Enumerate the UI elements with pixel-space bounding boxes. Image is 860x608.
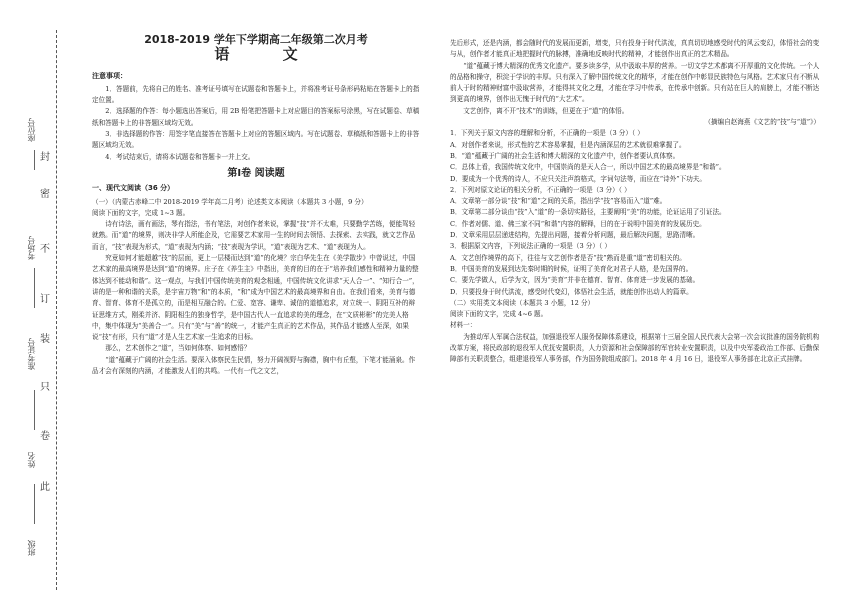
question: 1．下列关于原文内容的理解和分析，不正确的一项是（3 分）（ ） [450,129,644,138]
exam-room-label: 考场号 [27,236,36,260]
note-item: 3．非选择题的作答：用签字笔直接答在答题卡上对应的答题区域内。写在试题卷、草稿纸和答题卡上的非答题区域均无效。 [92,130,420,150]
paragraph: 为推动军人军属合法权益，加强退役军人服务保障体系建设，根据第十三届全国人民代表大会第一次会议批准的国务院机构改革方案，将民政部的退役军人优抚安置职责，人力资源和社会保障部的军官转业安置职责，以及中央军委政治工作部、后勤保障部有关职责整合，组建退役军人事务部，作为国务院组成部门。2018 年 4 月 16 日，退役军人事务部在北京正式挂牌。 [450,332,820,364]
subject-title: 语 文 [214,45,322,64]
question: 2．下列对原文论证的相关分析，不正确的一项是（3 分）（ ） [450,185,631,194]
paragraph: 先后形式，还是内涵，都会随时代的发展而更新，增变，只有投身于时代洪流，真真切切地感受时代的风云变幻，体悟社会的变与从，创作者才能真正地把握时代的脉搏，准确地反映时代的精神，才能创作出真正的艺术精品。 [450,39,820,59]
paragraph: “道”蕴藏于博大精深的优秀文化遗产。要多读多学，从中汲取丰厚的营养。一切文学艺术都离不开厚重的文化传统。一个人的品格和操守，积淀于学识的丰厚。只有深入了解中国传统文化的精华，才能在创作中彰显民族特色与风格。艺术家只有不断从前人于时的精神财富中汲取营养，才能得其文化之理，才能在学习中传承，在传承中创新。只有站在巨人的肩膀上，才能不断达到更高的境界，创作出无愧于时代的“大艺术”。 [450,61,820,104]
option: D．要成为一个优秀的诗人，不应只关注声韵格式，字词句法等，而应在“诗外”下功夫。 [450,174,706,183]
seal-char: 封 [40,152,50,163]
notes-heading: 注意事项： [92,71,127,80]
sub-heading: （一）（内蒙古赤峰二中 2018-2019 学年高二月考）论述类文本阅读（本题共 3 小题，9 分） [92,197,368,206]
fill-line [34,150,35,170]
material-label: 材料一： [450,321,477,330]
paragraph: 那么，艺术创作之“道”，当如何体察、如何感悟？ [105,344,251,353]
ticket-number-label: 准考证号 [27,338,36,370]
exam-title: 2018-2019 学年下学期高二年级第二次月考 [144,33,368,46]
note-item: 4．考试结束后，请将本试题卷和答题卡一并上交。 [105,152,255,161]
seal-char: 此 [40,482,50,493]
paragraph: 诗有诗法，画有画法，琴有指法，书有笔法，对创作者来说，掌握“技”并不太难，只要勤学苦练，便能驾轻就熟。而“道”的境界，则决非学人所能企及，它需要艺术家用一生的时间去领悟、去探索、去实践，就文艺作品而言，“技”表现为形式，“道”表现为内涵；“技”表现为学识，“道”表现为艺术、“道”表现为人。 [92,220,416,251]
source-citation: （摘编自赵海燕《文艺的“技”与“道”》） [704,118,820,127]
part-heading: 一、现代文阅读（36 分） [92,184,175,193]
option: C．总体上看，我国传统文化中，中国崇尚的是天人合一，所以中国艺术的最高境界是“和谐”。 [450,163,726,172]
option: B．文章第二部分谈由“技”入“道”的一条切实路径，主要阐明“美”的功能，论证运用了引证法。 [450,208,726,217]
seal-char: 只 [40,382,50,393]
option: B．“道”蕴藏于广阔的社会生活和博大精深的文化遗产中，创作者要认真体察。 [450,151,680,160]
question: 3．根据原文内容，下列说法正确的一项是（3 分）（ ） [450,242,611,251]
note-item: 2．选择题的作答：每小题选出答案后，用 2B 铅笔把答题卡上对应题目的答案标号涂黑，写在试题卷、草稿纸和答题卡上的非答题区域均无效。 [92,107,420,127]
left-column [92,34,420,377]
sub-heading: （二）实用类文本阅读（本题共 3 小题，12 分） [450,298,595,307]
fill-line [34,268,35,308]
instruction: 阅读下面的文字，完成 4~6 题。 [450,310,548,319]
option: B．中国美育的发展到达先秦时期的时候，证明了美育化对君子人格，是先国界的。 [450,264,693,273]
note-item: 1．答题前，先将自己的姓名、准考证号填写在试题卷和答题卡上，并将准考证号条形码粘贴在答题卡上的指定位置。 [92,84,420,105]
seal-char: 不 [40,244,50,255]
section-title: 第Ⅰ卷 阅读题 [227,167,285,179]
option: D．只要投身于时代洪流，感受时代变幻，体悟社会生活，就能创作出动人的篇章。 [450,287,693,296]
paragraph: “道”蕴藏于广阔的社会生活。要深入体察民生民情，努力开阔视野与胸襟，胸中有丘壑，下笔才能涌泉。作品才会有深刻的内涵，才能激发人们的共鸣。一代有一代之文艺， [92,355,416,376]
instruction: 阅读下面的文字，完成 1~3 题。 [92,208,190,217]
option: A．文艺创作境界的高下，往往与文艺创作者是否“技”熟而是重“道”密切相关的。 [450,253,686,262]
fill-line [34,484,35,524]
seal-char: 装 [40,334,50,345]
seal-char: 订 [40,294,50,305]
binding-dashed-line [56,30,57,590]
paragraph: 究竟如何才能超越“技”的层面，更上一层楼而达到“道”的化境？宗白华先生在《美学散步》中曾说过，中国艺术家的最高境界是达到“道”的境界。庄子在《养生主》中指出，美育的目的在于“培养我们感性和精神力量的整体达到不能动和谐”。这一观点，与我们中国传统美育的观念相通，中国传统文化讲求“天人合一”、“知行合一”，讲的是一种和谐的关系，是宇宙万物“和”的本质，“和”成为中国艺术的最高境界和自由。在我们看来，美育与德育、智育、体育不是孤立的，而是相互融合的。仁爱、宽容、谦卑、诚信的道德追求，对立统一、阴阳互补的辩证思维方式，刚柔并济、阴阳相生的独身哲学，是中国古代人一直追求的美的理念，在“文质彬彬”的完美人格中，集中体现为“美善合一”。只有“美”与“善”的统一，才能产生真正的艺术作品，其作品才能感人至深，如果说“技”有形，只有“道”才是人生艺术家一生追求的目标。 [92,254,419,342]
fill-line [34,390,35,430]
seal-char: 卷 [40,431,50,442]
seal-char: 密 [40,189,50,200]
name-label: 姓名 [27,452,36,468]
class-label: 班级 [27,540,36,556]
option: D．文章采用层层递进结构，先提出问题，接着分析问题，最后解决问题，思路清晰。 [450,231,700,240]
seat-number-label: 座位号 [27,118,36,142]
option: A．对创作者来说，形式性的艺术容易掌握，但是内涵深层的艺术就很难掌握了。 [450,140,686,149]
option: C．要先学做人，后学为文，因为“美育”并非在德育、智育、体育进一步发展的基础。 [450,276,700,285]
option: C．作者对儒、道、佛三家不同“和谐”内容的解释，目的在于说明中国美育的发展历史。 [450,219,706,228]
option: A．文章第一部分谈“技”和“道”之间的关系，指出学“技”容易而入“道”难。 [450,197,667,206]
paragraph: 文艺创作，离不开“技术”的训练，但更在于“道”的体悟。 [463,106,629,115]
right-column [450,38,820,366]
